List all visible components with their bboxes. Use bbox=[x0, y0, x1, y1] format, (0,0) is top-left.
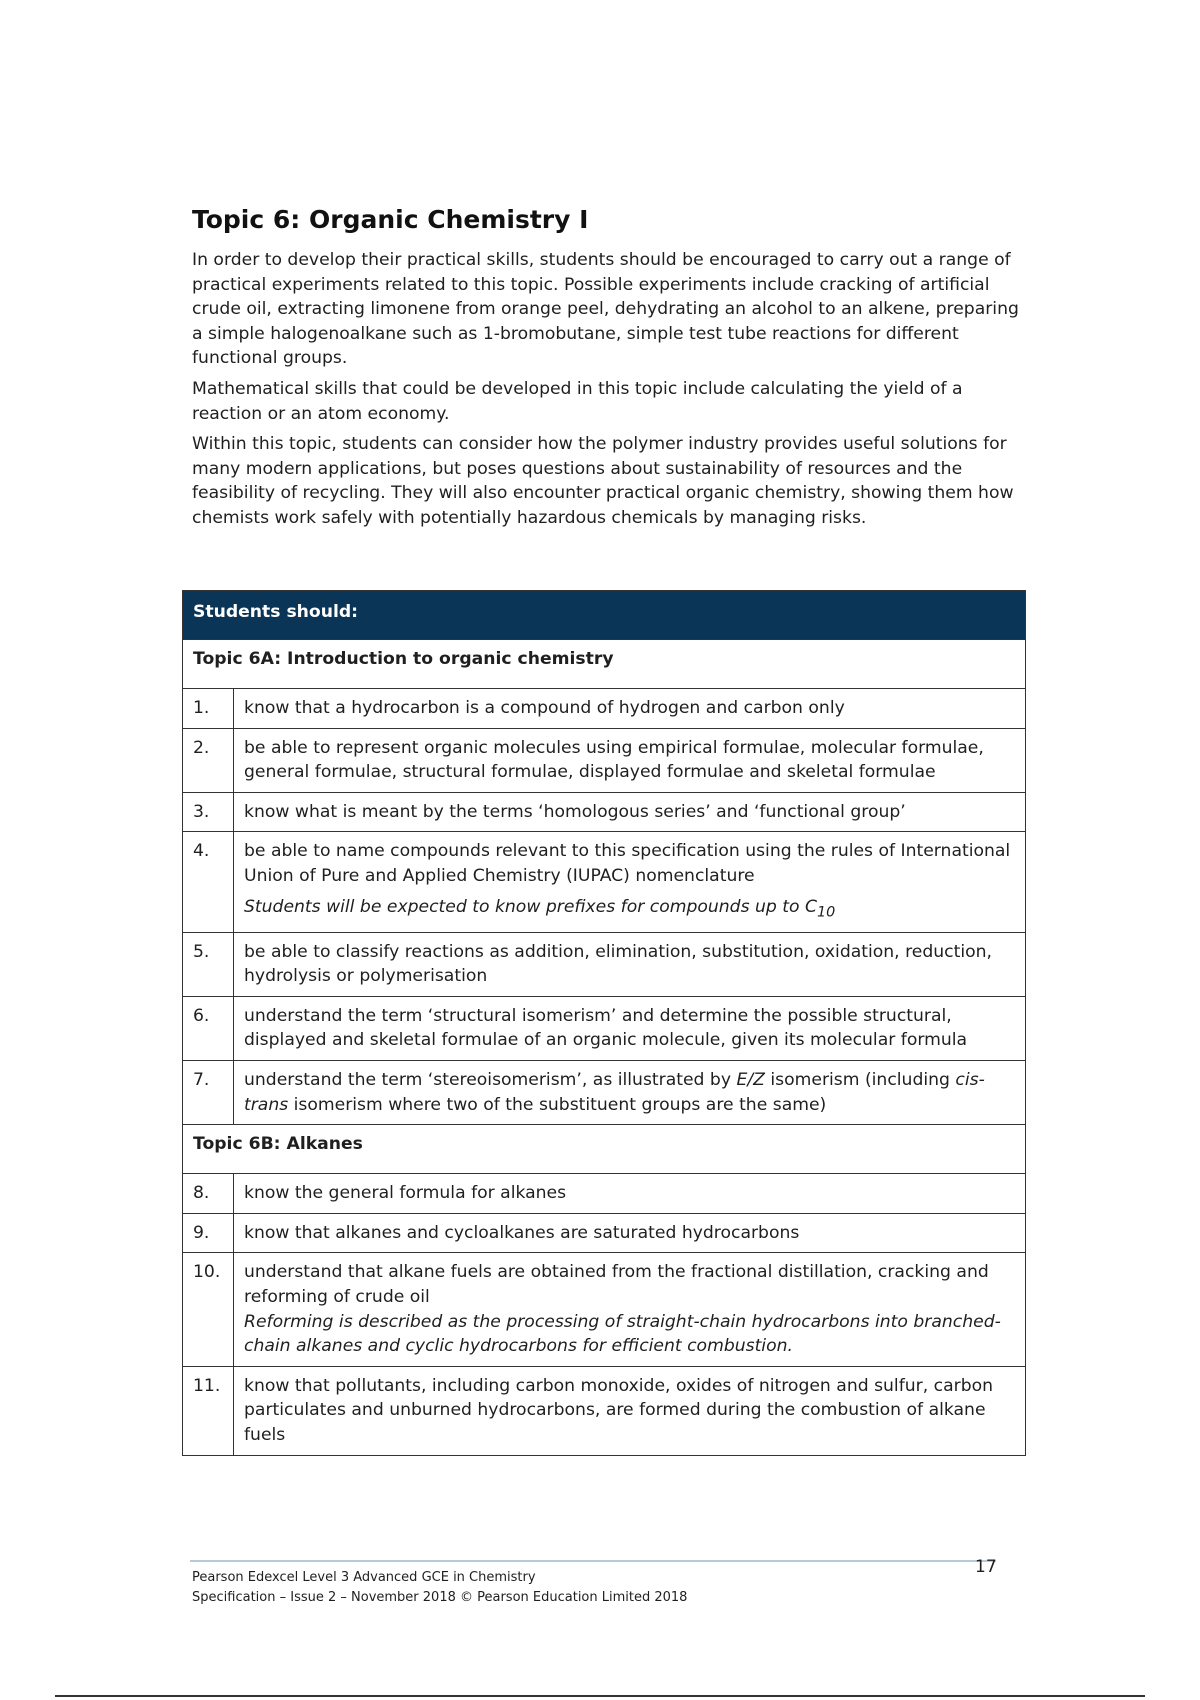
table-row bbox=[183, 996, 1026, 1060]
item-text: be able to represent organic molecules using empirical formulae, molecular formulae, general formulae, structural formulae, displayed formulae and skeletal formulae bbox=[234, 728, 1026, 792]
table-row bbox=[183, 728, 1026, 792]
table-row bbox=[183, 1060, 1026, 1124]
table-header: Students should: bbox=[183, 591, 1026, 640]
item-number: 11. bbox=[183, 1366, 234, 1455]
section-row bbox=[183, 640, 1026, 689]
item-number: 7. bbox=[183, 1060, 234, 1124]
table-row bbox=[183, 1253, 1026, 1366]
footer-divider bbox=[190, 1560, 996, 1562]
text-italic: E/Z bbox=[736, 1069, 765, 1090]
intro-text bbox=[192, 248, 1022, 537]
item-number: 2. bbox=[183, 728, 234, 792]
table-row bbox=[183, 1213, 1026, 1253]
item-number: 8. bbox=[183, 1174, 234, 1214]
footer bbox=[192, 1568, 687, 1608]
section-title: Topic 6A: Introduction to organic chemistry bbox=[183, 640, 1026, 689]
page-title: Topic 6: Organic Chemistry I bbox=[192, 205, 589, 234]
footer-line: Pearson Edexcel Level 3 Advanced GCE in Chemistry bbox=[192, 1570, 536, 1585]
text-part: understand the term ‘stereoisomerism’, as illustrated by bbox=[244, 1069, 737, 1090]
table-row bbox=[183, 792, 1026, 832]
item-text: understand that alkane fuels are obtained from the fractional distillation, cracking and reforming of crude oil bbox=[244, 1262, 989, 1307]
spec-table bbox=[182, 590, 1026, 1456]
note-text: Students will be expected to know prefixes for compounds up to C bbox=[244, 896, 817, 917]
item-text: know that alkanes and cycloalkanes are saturated hydrocarbons bbox=[234, 1213, 1026, 1253]
item-text: be able to classify reactions as addition, elimination, substitution, oxidation, reduction, hydrolysis or polymerisation bbox=[234, 932, 1026, 996]
item-text: know the general formula for alkanes bbox=[234, 1174, 1026, 1214]
intro-paragraph: Within this topic, students can consider how the polymer industry provides useful solutions for many modern applications, but poses questions about sustainability of resources and the feasibility of recycling. They will also encounter practical organic chemistry, showing them how chemists work safely with potentially hazardous chemicals by managing risks. bbox=[192, 434, 1014, 528]
intro-paragraph: In order to develop their practical skills, students should be encouraged to carry out a range of practical experiments related to this topic. Possible experiments include cracking of artificial crude oil, extracting limonene from orange peel, dehydrating an alcohol to an alkene, preparing a simple halogenoalkane such as 1-bromobutane, simple test tube reactions for different functional groups. bbox=[192, 250, 1019, 369]
text-part: isomerism (including bbox=[764, 1069, 956, 1090]
item-note bbox=[244, 895, 1015, 925]
item-text: know that a hydrocarbon is a compound of hydrogen and carbon only bbox=[234, 689, 1026, 729]
table-row bbox=[183, 1366, 1026, 1455]
table-row bbox=[183, 832, 1026, 932]
item-cell bbox=[234, 1253, 1026, 1366]
page-number: 17 bbox=[975, 1557, 997, 1577]
item-number: 6. bbox=[183, 996, 234, 1060]
intro-paragraph: Mathematical skills that could be developed in this topic include calculating the yield of a reaction or an atom economy. bbox=[192, 378, 963, 424]
item-text: understand the term ‘structural isomerism’ and determine the possible structural, displayed and skeletal formulae of an organic molecule, given its molecular formula bbox=[234, 996, 1026, 1060]
table-row bbox=[183, 1174, 1026, 1214]
section-row bbox=[183, 1125, 1026, 1174]
item-number: 3. bbox=[183, 792, 234, 832]
text-part: isomerism where two of the substituent groups are the same) bbox=[288, 1094, 827, 1115]
item-number: 10. bbox=[183, 1253, 234, 1366]
table-row bbox=[183, 689, 1026, 729]
item-note: Reforming is described as the processing of straight-chain hydrocarbons into branched-chain alkanes and cyclic hydrocarbons for efficient combustion. bbox=[244, 1311, 1001, 1357]
item-number: 5. bbox=[183, 932, 234, 996]
item-number: 1. bbox=[183, 689, 234, 729]
item-text bbox=[234, 1060, 1026, 1124]
footer-line: Specification – Issue 2 – November 2018 © Pearson Education Limited 2018 bbox=[192, 1590, 688, 1605]
item-text: know what is meant by the terms ‘homologous series’ and ‘functional group’ bbox=[234, 792, 1026, 832]
section-title: Topic 6B: Alkanes bbox=[183, 1125, 1026, 1174]
item-number: 9. bbox=[183, 1213, 234, 1253]
item-text: be able to name compounds relevant to this specification using the rules of International Union of Pure and Applied Chemistry (IUPAC) nomenclature bbox=[244, 841, 1011, 886]
item-number: 4. bbox=[183, 832, 234, 932]
item-text: know that pollutants, including carbon monoxide, oxides of nitrogen and sulfur, carbon particulates and unburned hydrocarbons, are formed during the combustion of alkane fuels bbox=[234, 1366, 1026, 1455]
item-cell bbox=[234, 832, 1026, 932]
table-row bbox=[183, 932, 1026, 996]
note-subscript: 10 bbox=[817, 904, 836, 920]
bottom-divider bbox=[55, 1695, 1145, 1697]
text-italic: cis-trans bbox=[244, 1069, 985, 1115]
table-header-row bbox=[183, 591, 1026, 640]
